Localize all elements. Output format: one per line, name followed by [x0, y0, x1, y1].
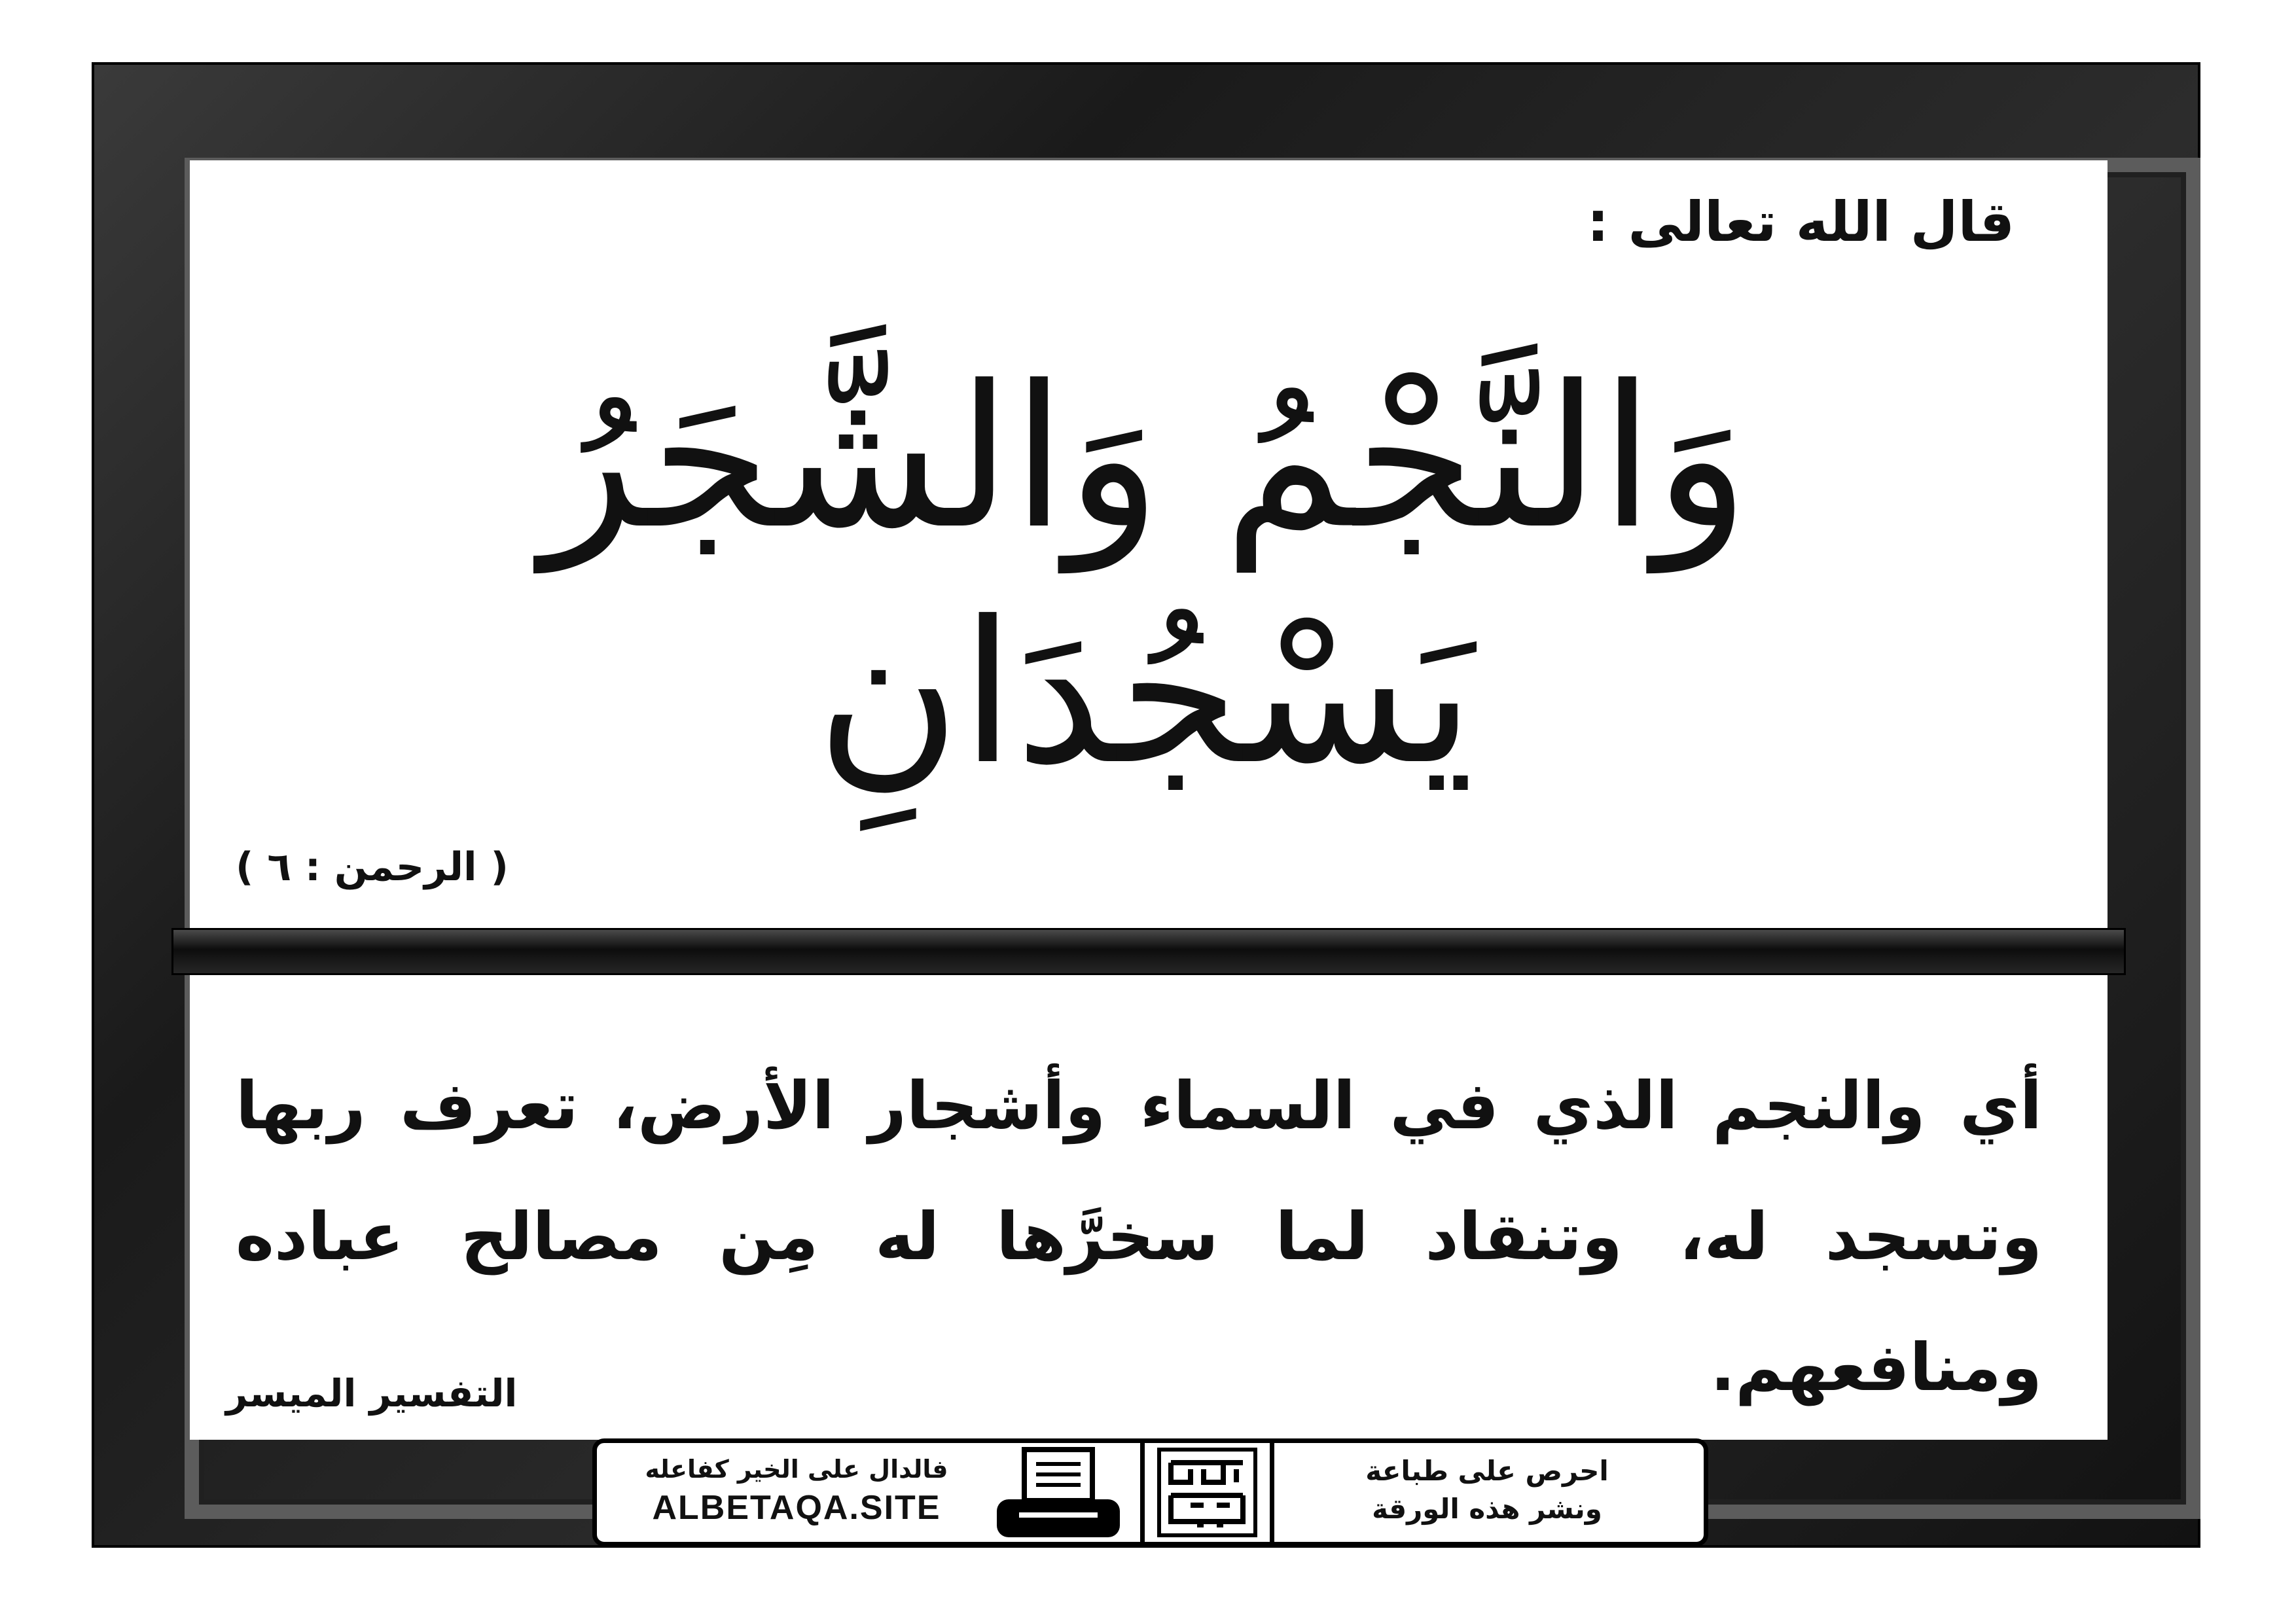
footer-bar [592, 1438, 1708, 1546]
verse-reference: ( الرحمن : ٦ ) [236, 844, 509, 890]
panel-divider [171, 928, 2126, 975]
footer-note: فالدال على الخير كفاعله [645, 1455, 948, 1484]
footer-call-block [1291, 1452, 1683, 1537]
logo-icon [1140, 1443, 1274, 1542]
intro-heading: قال الله تعالى : [1587, 190, 2015, 254]
tafsir-text: أي والنجم الذي في السماء وأشجار الأرض، تعرف ربها وتسجد له، وتنقاد لما سخرَّها له مِن مصالح عباده ومنافعهم. [236, 1067, 2042, 1406]
footer-site-link[interactable]: ALBETAQA.SITE [652, 1489, 941, 1527]
footer-site-block [610, 1451, 983, 1536]
footer-call-line-2: ونشر هذه الورقة [1372, 1493, 1602, 1525]
footer-call-line-1: احرص على طباعة [1365, 1455, 1609, 1487]
printer-icon [993, 1447, 1124, 1542]
quran-verse: وَالنَّجْمُ وَالشَّجَرُ يَسْجُدَانِ [541, 344, 1749, 808]
tafsir-source: التفسير الميسر [226, 1371, 518, 1416]
